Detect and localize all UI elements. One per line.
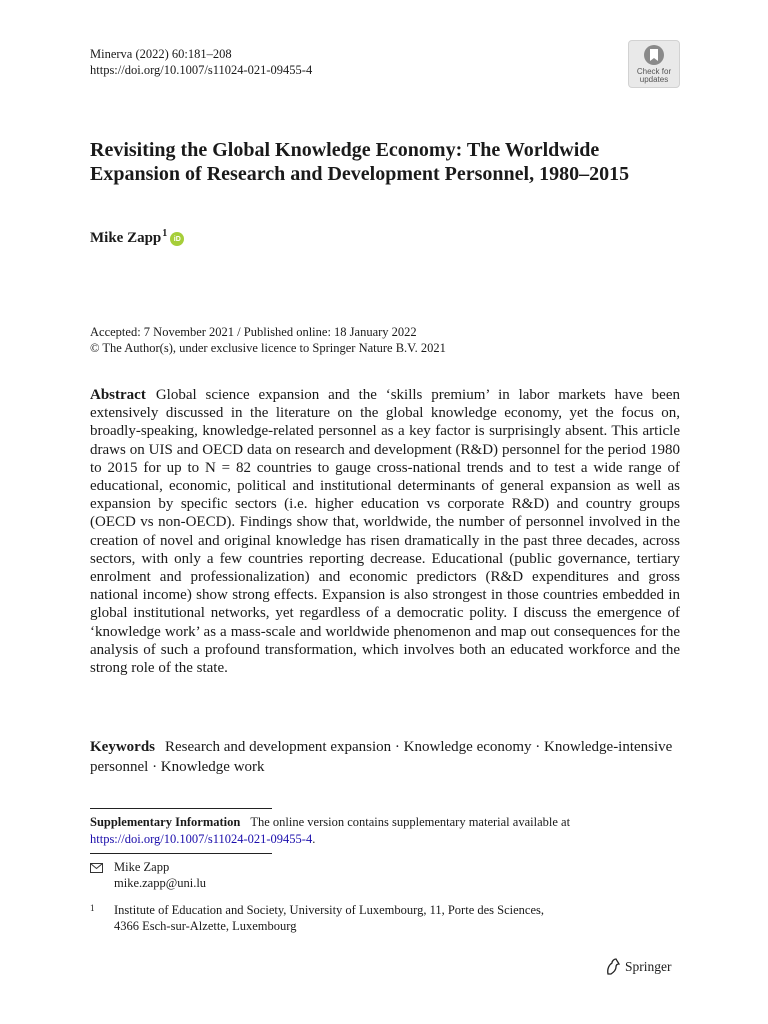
envelope-icon (90, 859, 114, 891)
correspondence-email[interactable]: mike.zapp@uni.lu (114, 876, 207, 890)
supplementary-link[interactable]: https://doi.org/10.1007/s11024-021-09455-4 (90, 831, 313, 846)
check-for-updates-badge[interactable] (628, 40, 680, 88)
journal-citation: Minerva (2022) 60:181–208 (90, 47, 232, 61)
keywords-text: Research and development expansion · Knowledge economy · Knowledge-intensive personnel · Knowledge work (90, 739, 673, 775)
author-name[interactable]: Mike Zapp (90, 230, 162, 246)
springer-logo (605, 958, 672, 976)
affiliation-line-1: Institute of Education and Society, University of Luxembourg, 11, Porte des Sciences, (114, 903, 545, 917)
article-title: Revisiting the Global Knowledge Economy: The Worldwide Expansion of Research and Development Personnel, 1980–2015 (90, 139, 630, 185)
accepted-published-line: Accepted: 7 November 2021 / Published online: 18 January 2022 (90, 325, 417, 339)
correspondence-divider (90, 853, 272, 854)
supplementary-label: Supplementary Information (90, 815, 241, 829)
supplementary-info (90, 814, 680, 847)
journal-doi[interactable]: https://doi.org/10.1007/s11024-021-09455-4 (90, 63, 313, 77)
badge-label-2: updates (639, 75, 669, 84)
publication-dates (90, 324, 446, 356)
footnote-divider (90, 808, 272, 809)
abstract-label: Abstract (90, 387, 146, 403)
article-page (90, 0, 680, 1024)
abstract-text: Global science expansion and the ‘skills premium’ in labor markets have been extensively discussed in the literature on the global knowledge economy, yet the focus on, broadly-speaking, knowledge-related personnel as a key factor is surprisingly absent. This article draws on UIS and OECD data on research and development (R&D) personnel for the period 1980 to 2015 for up to N = 82 countries to gauge cross-national trends and to test a wide range of educational, economic, political and institutional determinants of general expansion as well as expansion by specific sectors (i.e. higher education vs corporate R&D) and country groups (OECD vs non-OECD). Findings show that, worldwide, the number of personnel involved in the creation of novel and original knowledge has risen dramatically in the past three decades, across sectors, with only a few countries reporting decrease. Educational (public governance, tertiary enrolment and professionalization) and economic predictors (R&D expenditures and gross national income) show strong effects. Expansion is also strongest in those countries embedded in global institutional networks, yet regardless of a democratic polity. I discuss the emergence of ‘knowledge work’ as a mass-scale and worldwide phenomenon and map out consequences for the analysis of such a profound transformation, which involves both an educated workforce and the strong role of the state. (90, 387, 680, 677)
bookmark-icon (643, 44, 665, 66)
author-line (90, 230, 184, 247)
keywords-label: Keywords (90, 739, 155, 755)
supplementary-text: The online version contains supplementary material available at (250, 815, 571, 829)
correspondence-name: Mike Zapp (114, 860, 170, 874)
affiliation (90, 902, 544, 934)
affiliation-mark: 1 (162, 228, 168, 239)
correspondence (90, 859, 206, 891)
copyright-line: © The Author(s), under exclusive licence to Springer Nature B.V. 2021 (90, 341, 446, 355)
journal-header (90, 46, 312, 78)
keywords (90, 738, 680, 777)
affiliation-line-2: 4366 Esch-sur-Alzette, Luxembourg (114, 919, 297, 933)
abstract (90, 386, 680, 677)
springer-horse-icon (605, 958, 621, 976)
affiliation-number: 1 (90, 903, 95, 913)
supplementary-end: . (312, 831, 316, 846)
orcid-icon[interactable]: iD (170, 232, 184, 246)
badge-label-1: Check for (636, 67, 672, 76)
publisher-name: Springer (625, 959, 672, 974)
